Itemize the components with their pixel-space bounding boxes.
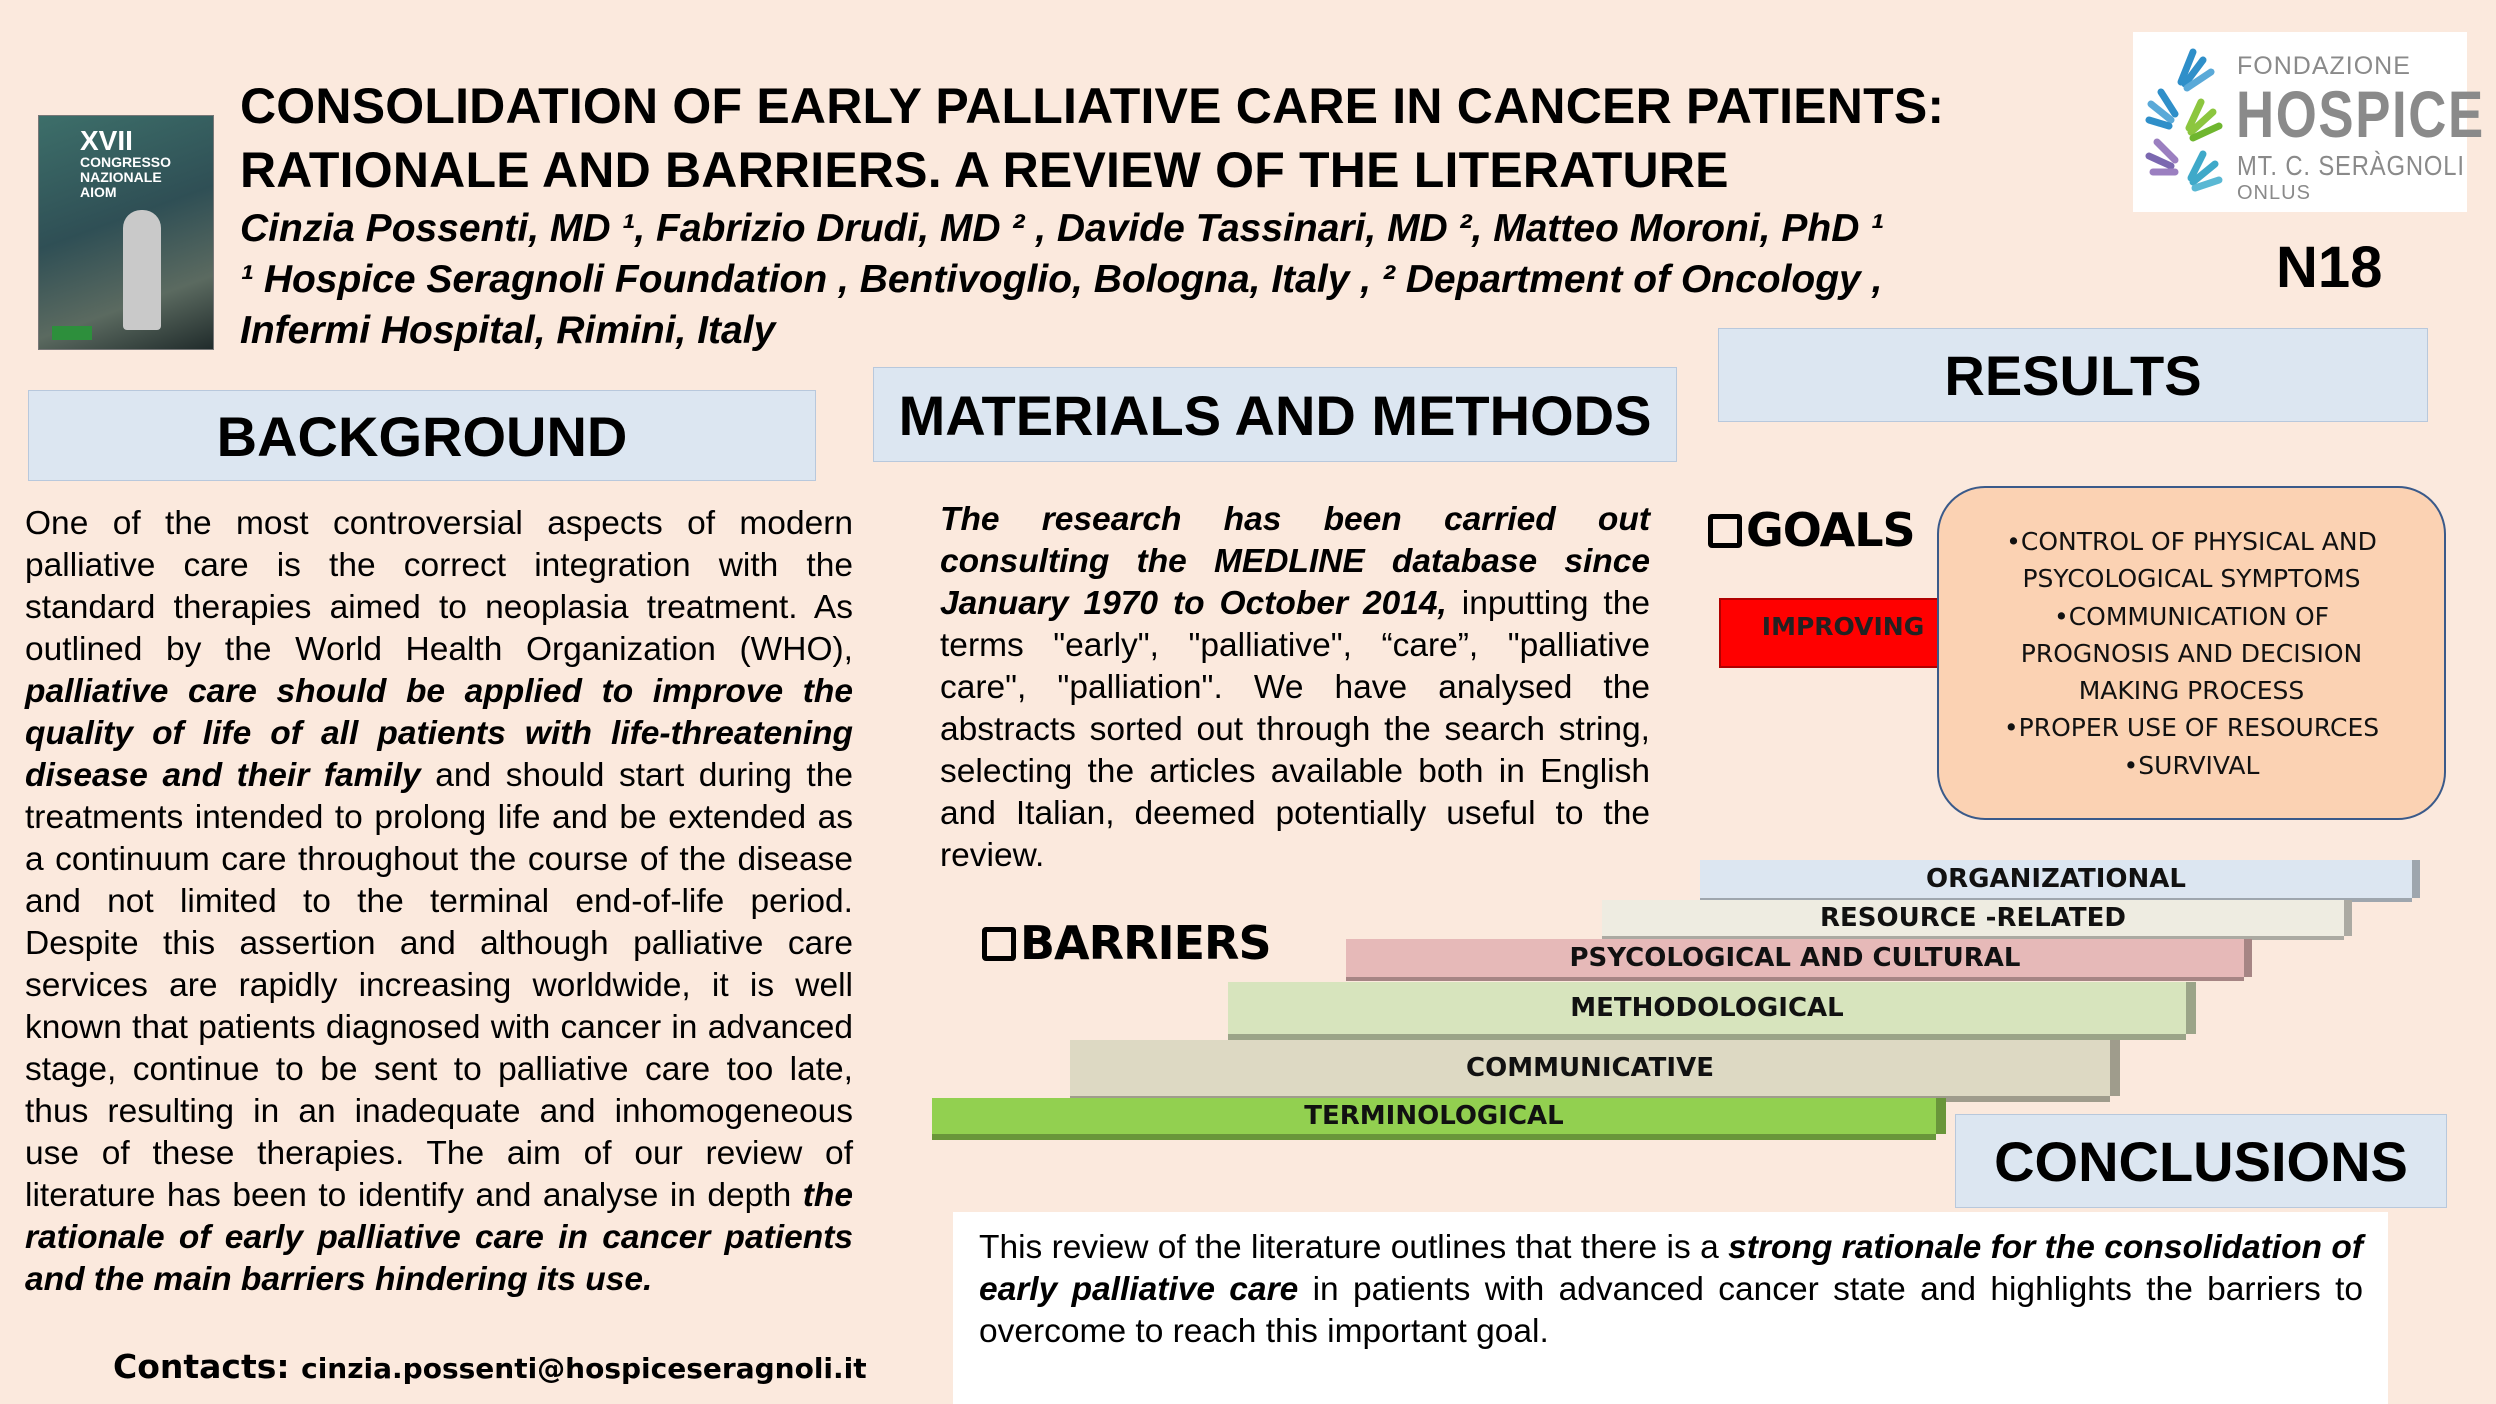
methods-text-part: inputting the terms "early", "palliative", “care”, "palliative care", "palliation". We have analysed the abstracts sorted out through the search string, selecting the articles available both in English and Italian, deemed potentially useful to the review.: [940, 585, 1650, 874]
goals-title-text: GOALS: [1746, 503, 1915, 557]
results-heading: RESULTS: [1718, 328, 2428, 422]
title-line-2: RATIONALE AND BARRIERS. A REVIEW OF THE LITERATURE: [240, 142, 1729, 198]
goals-title: [1708, 503, 1915, 557]
affiliation-line-1: ¹ Hospice Seragnoli Foundation , Bentivoglio, Bologna, Italy , ² Department of Oncology ,: [240, 258, 1883, 301]
barrier-label: PSYCOLOGICAL AND CULTURAL: [1569, 943, 2021, 973]
congress-logo: [38, 115, 214, 350]
hospice-leaves-icon: [2141, 42, 2229, 202]
goals-box: [1937, 486, 2446, 820]
hospice-logo-name: HOSPICE: [2236, 77, 2485, 151]
background-text-part: and should start during the treatments intended to prolong life and be extended as a continuum care throughout the course of the disease and not limited to the terminal end-of-life period. Despite this assertion and although palliative care services are rapidly increasing worldwide, it is well known that patients diagnosed with cancer in advanced stage, continue to be sent to palliative care too late, thus resulting in an inadequate and inhomogeneous use of these therapies. The aim of our review of literature has been to identify and analyse in depth: [25, 757, 853, 1214]
methods-emphasis: The research has been carried out consulting the MEDLINE database since January 1970 to October 2014,: [940, 501, 1650, 622]
hospice-logo-line: FONDAZIONE: [2237, 52, 2411, 80]
conclusions-heading: CONCLUSIONS: [1955, 1114, 2447, 1208]
barrier-step: [1070, 1040, 2110, 1096]
barrier-step: [1228, 982, 2186, 1034]
conclusions-text-part: in patients with advanced cancer state and highlights the barriers to overcome to reach this important goal.: [979, 1271, 2364, 1350]
title-line-1: CONSOLIDATION OF EARLY PALLIATIVE CARE IN CANCER PATIENTS:: [240, 78, 1945, 134]
barrier-label: COMMUNICATIVE: [1466, 1053, 1714, 1083]
goal-item: •COMMUNICATION OF: [2053, 601, 2330, 631]
checkbox-icon: [982, 927, 1016, 961]
goal-item: •SURVIVAL: [2123, 750, 2260, 780]
conclusions-emphasis: strong rationale for the consolidation of early palliative care: [979, 1229, 2363, 1308]
congress-logo-text: [80, 127, 171, 200]
goal-item: PROGNOSIS AND DECISION: [2020, 638, 2363, 668]
congress-logo-figure: [123, 210, 161, 330]
affiliation-line-2: Infermi Hospital, Rimini, Italy: [240, 309, 776, 352]
checkbox-icon: [1708, 514, 1742, 548]
congress-logo-number: XVII: [80, 125, 133, 156]
hospice-logo-line: MT. C. SERÀGNOLI: [2237, 150, 2465, 181]
goals-list: [1939, 488, 2444, 784]
contacts-email[interactable]: cinzia.possenti@hospiceseragnoli.it: [301, 1352, 867, 1385]
barrier-label: RESOURCE -RELATED: [1820, 903, 2126, 933]
barrier-step: [932, 1098, 1936, 1134]
improving-label: IMPROVING: [1761, 612, 1925, 641]
congress-logo-badge: [52, 326, 92, 340]
background-emphasis: palliative care should be applied to improve the quality of life of all patients with life-threatening disease and their family: [25, 673, 853, 794]
goal-item: PSYCOLOGICAL SYMPTOMS: [2022, 564, 2361, 594]
background-text-part: One of the most controversial aspects of modern palliative care is the correct integration with the standard therapies aimed to neoplasia treatment. As outlined by the World Health Organization (WHO),: [25, 505, 853, 668]
congress-logo-line: AIOM: [80, 184, 117, 200]
contacts-label: Contacts:: [113, 1347, 290, 1386]
poster-code: N18: [2276, 235, 2383, 300]
barrier-step: [1346, 939, 2244, 977]
authors-block: [240, 203, 1883, 356]
background-heading: BACKGROUND: [28, 390, 816, 481]
congress-logo-line: NAZIONALE: [80, 169, 162, 185]
conclusions-text-part: This review of the literature outlines that there is a: [979, 1229, 1729, 1266]
background-emphasis: the rationale of early palliative care in cancer patients and the main barriers hindering its use.: [25, 1177, 853, 1298]
authors: Cinzia Possenti, MD ¹, Fabrizio Drudi, MD ² , Davide Tassinari, MD ², Matteo Moroni, PhD ¹: [240, 207, 1884, 250]
barrier-label: METHODOLOGICAL: [1570, 993, 1844, 1023]
congress-logo-line: CONGRESSO: [80, 154, 172, 170]
goal-item: •PROPER USE OF RESOURCES: [2003, 713, 2380, 743]
goal-item: MAKING PROCESS: [2078, 676, 2305, 706]
poster-title: [240, 74, 2140, 202]
methods-text: [940, 499, 1650, 877]
barriers-title-text: BARRIERS: [1020, 916, 1271, 970]
barrier-label: TERMINOLOGICAL: [1304, 1101, 1564, 1131]
barriers-title: [982, 916, 1271, 970]
goal-item: •CONTROL OF PHYSICAL AND: [2006, 527, 2377, 556]
barrier-label: ORGANIZATIONAL: [1926, 864, 2186, 894]
barrier-step: [1700, 860, 2412, 898]
hospice-logo: [2133, 32, 2485, 212]
barrier-step: [1602, 900, 2344, 936]
methods-heading: MATERIALS AND METHODS: [873, 367, 1677, 462]
contacts: [113, 1347, 867, 1386]
hospice-logo-line: ONLUS: [2237, 182, 2311, 204]
background-text: [25, 503, 853, 1301]
conclusions-text: [979, 1227, 2363, 1353]
